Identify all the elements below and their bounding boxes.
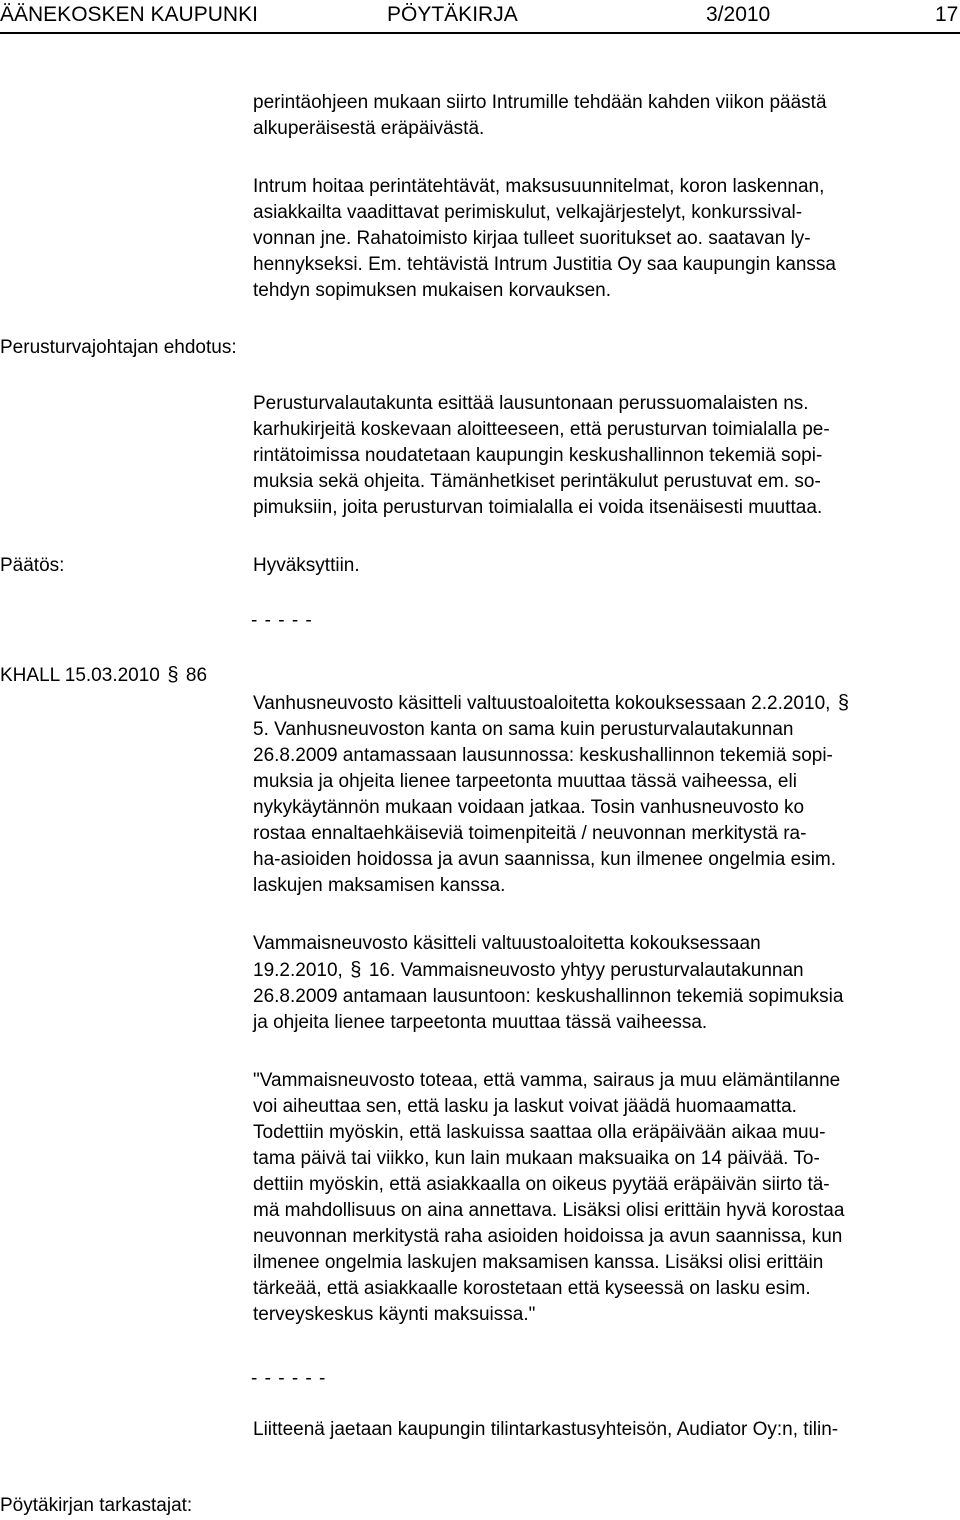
text-line: muksia sekä ohjeita. Tämänhetkiset perintäkulut perustuvat em. so- (253, 471, 821, 492)
organization-name: ÄÄNEKOSKEN KAUPUNKI (0, 3, 258, 26)
text-line: Hyväksyttiin. (253, 555, 360, 576)
text-line: ja ohjeita lienee tarpeetonta muuttaa tässä vaiheessa. (253, 1012, 708, 1033)
text-line: tama päivä tai viikko, kun lain mukaan maksuaika on 14 päivää. To- (253, 1148, 820, 1169)
text-line: tehdyn sopimuksen mukaisen korvauksen. (253, 280, 612, 301)
text-line: dettiin myöskin, että asiakkaalla on oikeus pyytää eräpäivän siirto tä- (253, 1174, 830, 1195)
text-line (253, 957, 843, 984)
separator-dashes: - - - - - - (251, 1368, 327, 1389)
text-line: 5. Vanhusneuvoston kanta on sama kuin perusturvalautakunnan (253, 719, 794, 740)
text-line: terveyskeskus käynti maksuissa." (253, 1304, 536, 1325)
text-line: Perusturvalautakunta esittää lausuntonaan perussuomalaisten ns. (253, 393, 809, 414)
proposal-label: Perusturvajohtajan ehdotus: (0, 337, 237, 358)
text-line: karhukirjeitä koskevaan aloitteeseen, että perusturvan toimialalla pe- (253, 419, 830, 440)
paragraph-intrum-duties (253, 174, 836, 304)
text-line: rintätoimissa noudatetaan kaupungin keskushallinnon tekemiä sopi- (253, 445, 823, 466)
text-line: nykykäytännön mukaan voidaan jatkaa. Tosin vanhusneuvosto ko (253, 797, 805, 818)
proposal-text (253, 391, 830, 521)
section-icon: § (350, 959, 362, 981)
text-line: "Vammaisneuvosto toteaa, että vamma, sairaus ja muu elämäntilanne (253, 1070, 841, 1091)
text-line: laskujen maksamisen kanssa. (253, 875, 506, 896)
decision-text (253, 553, 360, 579)
text-line: perintäohjeen mukaan siirto Intrumille tehdään kahden viikon päästä (253, 92, 827, 113)
text-line: pimuksiin, joita perusturvan toimialalla ei voida itsenäisesti muuttaa. (253, 497, 823, 518)
text-line: voi aiheuttaa sen, että lasku ja laskut voivat jäädä huomaamatta. (253, 1096, 797, 1117)
text-line: vonnan jne. Rahatoimisto kirjaa tulleet suoritukset ao. saatavan ly- (253, 228, 811, 249)
paragraph-vanhusneuvosto (253, 690, 856, 899)
page-header (0, 0, 960, 36)
khall-reference (0, 662, 207, 689)
text-line: muksia ja ohjeita lienee tarpeetonta muuttaa tässä vaiheessa, eli (253, 771, 797, 792)
text-line: mä mahdollisuus on aina annettava. Lisäksi olisi erittäin hyvä korostaa (253, 1200, 845, 1221)
paragraph-vammaisneuvosto (253, 931, 843, 1036)
text-line: 26.8.2009 antamaan lausuntoon: keskushallinnon tekemiä sopimuksia (253, 986, 844, 1007)
footer-inspectors-label: Pöytäkirjan tarkastajat: (0, 1495, 193, 1516)
text-line: neuvonnan merkitystä raha asioiden hoidoissa ja avun saannissa, kun (253, 1226, 843, 1247)
text-line: ha-asioiden hoidossa ja avun saannissa, kun ilmenee ongelmia esim. (253, 849, 837, 870)
text-line: alkuperäisestä eräpäivästä. (253, 118, 485, 139)
text-line: Vammaisneuvosto käsitteli valtuustoaloitetta kokouksessaan (253, 933, 761, 954)
text-line: Todettiin myöskin, että laskuissa saattaa olla eräpäivään aikaa muu- (253, 1122, 826, 1143)
text-segment: Vanhusneuvosto käsitteli valtuustoaloitetta kokouksessaan 2.2.2010, (253, 693, 831, 714)
text-segment: 19.2.2010, (253, 960, 343, 981)
text-line: tärkeää, että asiakkaalle korostetaan että kyseessä on lasku esim. (253, 1278, 811, 1299)
text-line: Liitteenä jaetaan kaupungin tilintarkastusyhteisön, Audiator Oy:n, tilin- (253, 1419, 839, 1440)
page-number: 17 (935, 3, 959, 26)
paragraph-quote (253, 1068, 844, 1328)
paragraph-collection-transfer (253, 90, 827, 142)
text-line (253, 690, 856, 717)
section-icon: § (167, 664, 179, 686)
khall-section-number: 86 (185, 665, 208, 686)
document-type: PÖYTÄKIRJA (387, 3, 518, 26)
text-segment: 16. Vammaisneuvosto yhtyy perusturvalautakunnan (368, 960, 804, 981)
issue-number: 3/2010 (706, 3, 771, 26)
text-line: ilmenee ongelmia laskujen maksamisen kanssa. Lisäksi olisi erittäin (253, 1252, 824, 1273)
khall-label: KHALL 15.03.2010 (0, 665, 160, 686)
paragraph-attachment (253, 1417, 838, 1443)
text-line: hennykseksi. Em. tehtävistä Intrum Justitia Oy saa kaupungin kanssa (253, 254, 836, 275)
section-icon: § (837, 692, 849, 714)
text-line: asiakkailta vaadittavat perimiskulut, velkajärjestelyt, konkurssival- (253, 202, 803, 223)
text-line: Intrum hoitaa perintätehtävät, maksusuunnitelmat, koron laskennan, (253, 176, 825, 197)
decision-label: Päätös: (0, 555, 65, 576)
text-line: rostaa ennaltaehkäiseviä toimenpiteitä / neuvonnan merkitystä ra- (253, 823, 807, 844)
separator-dashes: - - - - - (251, 610, 313, 631)
header-rule (0, 32, 960, 34)
text-line: 26.8.2009 antamassaan lausunnossa: keskushallinnon tekemiä sopi- (253, 745, 833, 766)
